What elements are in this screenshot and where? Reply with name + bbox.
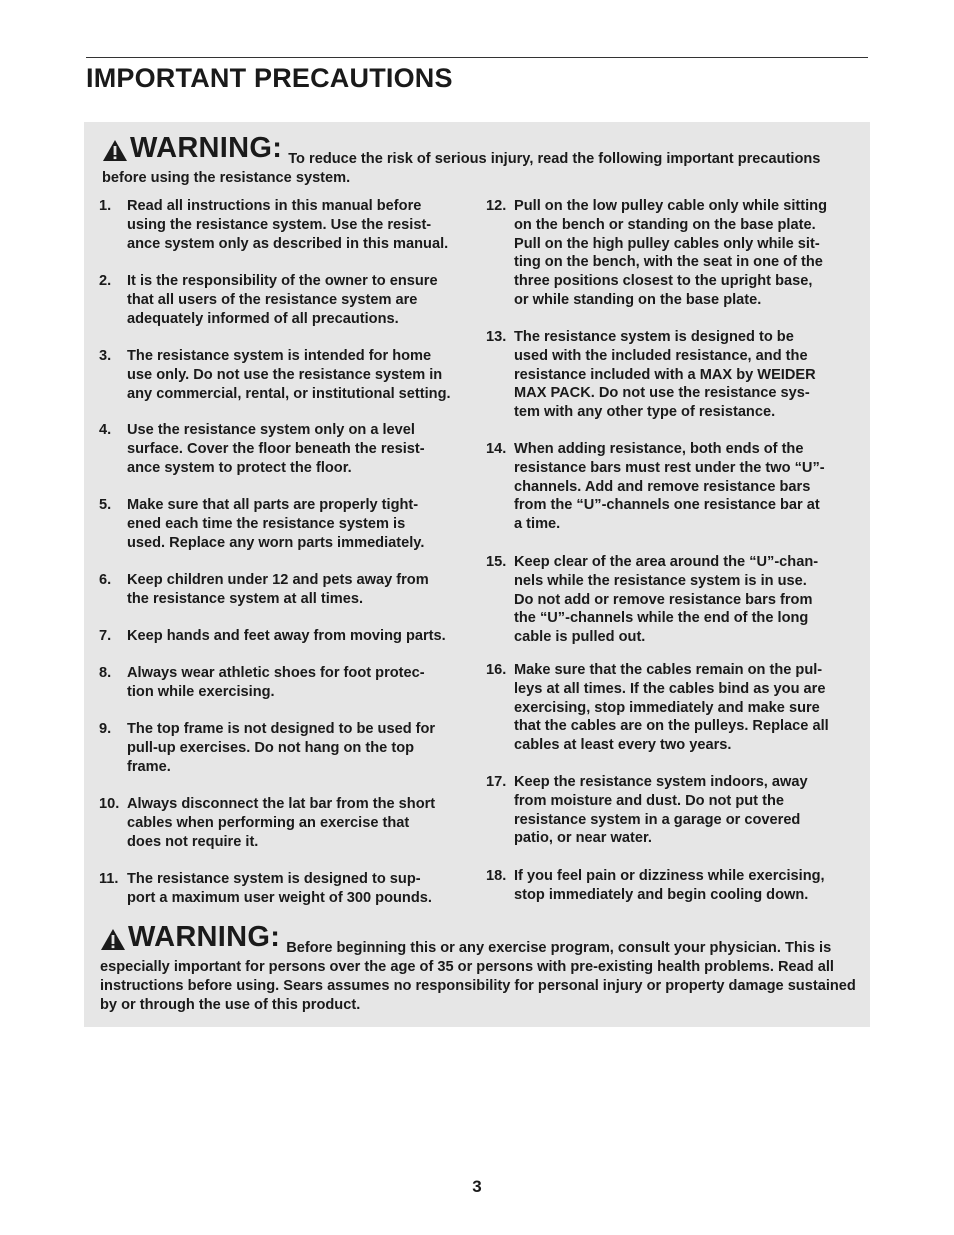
warning-bottom [100, 922, 860, 1015]
list-item [486, 553, 858, 647]
item-number: 16. [486, 662, 507, 678]
top-rule [86, 57, 868, 58]
list-item [99, 664, 471, 702]
item-text: The resistance system is designed to be used with the included resistance, and the resistance included with a MAX by WEIDER MAX PACK. Do not use the resistance sys- tem with any other type of resistance. [514, 329, 816, 421]
list-item [99, 347, 471, 403]
item-number: 7. [99, 628, 112, 644]
page-title: IMPORTANT PRECAUTIONS [86, 63, 453, 93]
warning-bottom-heading [100, 922, 280, 952]
list-item [99, 870, 471, 908]
warning-triangle-icon [102, 139, 128, 162]
item-number: 18. [486, 868, 507, 884]
item-text: Read all instructions in this manual before using the resistance system. Use the resist- ance system only as described in this manual. [127, 198, 449, 252]
list-item [486, 440, 858, 534]
warning-top [102, 133, 862, 188]
item-number: 1. [99, 198, 112, 214]
list-item [486, 773, 858, 848]
list-item [99, 421, 471, 477]
list-item [99, 197, 471, 253]
item-text: Keep hands and feet away from moving parts. [127, 628, 446, 644]
item-number: 11. [99, 871, 119, 887]
item-text: The resistance system is designed to sup- port a maximum user weight of 300 pounds. [127, 871, 432, 906]
item-number: 6. [99, 572, 112, 588]
item-text: Use the resistance system only on a level surface. Cover the floor beneath the resist- ance system to protect the floor. [127, 422, 425, 476]
item-number: 2. [99, 273, 112, 289]
list-item [99, 272, 471, 328]
item-text: When adding resistance, both ends of the resistance bars must rest under the two “U”- channels. Add and remove resistance bars from the “U”-channels one resistance bar at a time. [514, 441, 825, 533]
item-text: If you feel pain or dizziness while exercising, stop immediately and begin cooling down. [514, 868, 825, 903]
item-number: 4. [99, 422, 112, 438]
warning-top-text: To reduce the risk of serious injury, read the following important precautions before using the resistance system. [102, 151, 821, 186]
list-item [99, 795, 471, 851]
list-item [486, 197, 858, 310]
item-number: 17. [486, 774, 507, 790]
warning-triangle-icon [100, 928, 126, 951]
item-number: 14. [486, 441, 507, 457]
list-item [486, 661, 858, 755]
list-item [99, 627, 471, 646]
item-number: 15. [486, 554, 507, 570]
page-number: 3 [472, 1177, 482, 1196]
warning-top-label: WARNING: [130, 132, 283, 164]
item-text: Always wear athletic shoes for foot protec- tion while exercising. [127, 665, 425, 700]
item-text: The resistance system is intended for home use only. Do not use the resistance system in any commercial, rental, or institutional setting. [127, 348, 451, 402]
item-text: Keep children under 12 and pets away from the resistance system at all times. [127, 572, 429, 607]
list-item [99, 571, 471, 609]
list-item [486, 867, 858, 905]
list-item [486, 328, 858, 422]
item-number: 8. [99, 665, 112, 681]
item-text: It is the responsibility of the owner to ensure that all users of the resistance system are adequately informed of all precautions. [127, 273, 438, 327]
list-item [99, 720, 471, 776]
item-text: Make sure that the cables remain on the pul- leys at all times. If the cables bind as you are exercising, stop immediately and make sure that the cables are on the pulleys. Replace all cables at least every two years. [514, 662, 829, 754]
item-number: 12. [486, 198, 507, 214]
item-text: Always disconnect the lat bar from the short cables when performing an exercise that does not require it. [127, 796, 436, 850]
item-text: Make sure that all parts are properly tight- ened each time the resistance system is used. Replace any worn parts immediately. [127, 497, 425, 551]
item-number: 9. [99, 721, 112, 737]
item-number: 10. [99, 796, 120, 812]
item-number: 5. [99, 497, 112, 513]
list-item [99, 496, 471, 552]
warning-top-heading [102, 133, 282, 163]
item-text: Pull on the low pulley cable only while sitting on the bench or standing on the base plate. Pull on the high pulley cables only while sit- ting on the bench, with the seat in one of the three positions closest to the upright base, or while standing on the base plate. [514, 198, 827, 308]
warning-bottom-text: Before beginning this or any exercise program, consult your physician. This is especially important for persons over the age of 35 or persons with pre-existing health problems. Read all instructions before using. Sears assumes no responsibility for personal injury or property damage sustained by or through the use of this product. [100, 940, 856, 1013]
warning-bottom-label: WARNING: [128, 921, 281, 953]
item-text: Keep the resistance system indoors, away from moisture and dust. Do not put the resistance system in a garage or covered patio, or near water. [514, 774, 808, 847]
item-text: The top frame is not designed to be used for pull-up exercises. Do not hang on the top frame. [127, 721, 436, 775]
item-text: Keep clear of the area around the “U”-chan- nels while the resistance system is in use. Do not add or remove resistance bars from the “U”-channels while the end of the long cable is pulled out. [514, 554, 819, 646]
item-number: 3. [99, 348, 112, 364]
item-number: 13. [486, 329, 507, 345]
